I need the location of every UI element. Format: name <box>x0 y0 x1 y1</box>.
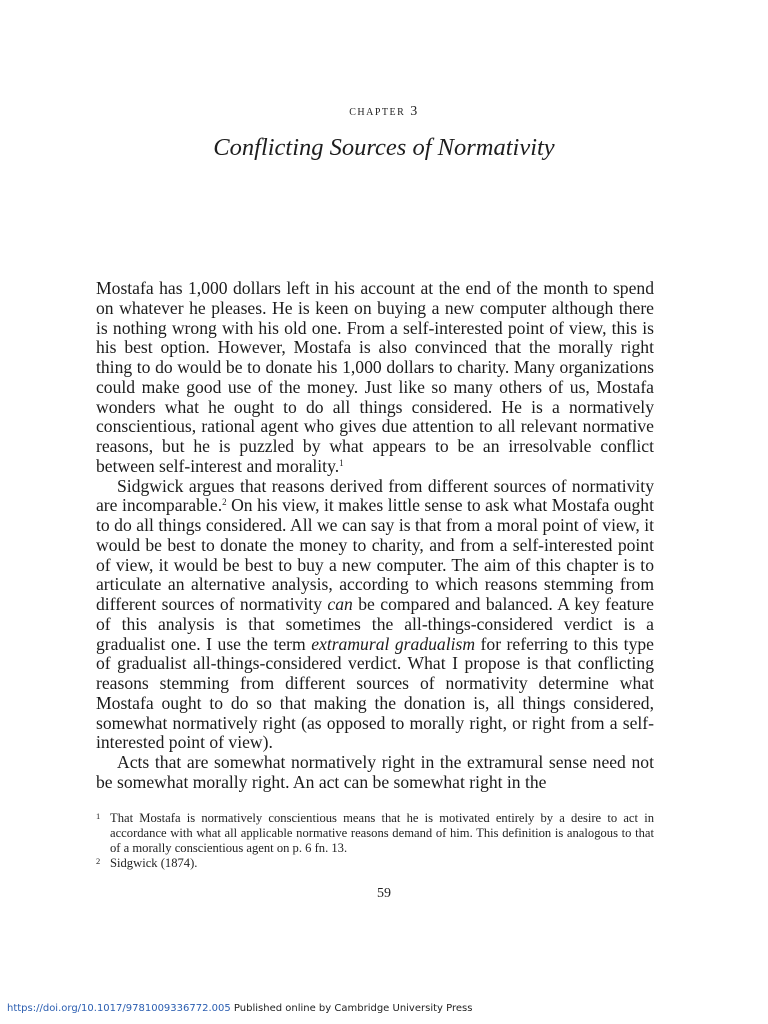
paragraph-2 <box>96 477 654 754</box>
paragraph-3 <box>96 753 654 793</box>
emphasis-can: can <box>327 594 353 614</box>
footnotes <box>96 811 654 871</box>
paragraph-1 <box>96 279 654 477</box>
body-text <box>96 279 654 793</box>
paragraph-2-text-b: On his view, it makes little sense to ask what Mostafa ought to do all things considered. All we can say is that from a moral point of view, it would be best to donate the money to charity, and from a self-interested point of view, it would be best to buy a new computer. The aim of this chapter is to articulate an alternative analysis, according to which reasons stemming from different sources of normativity <box>96 495 654 614</box>
paragraph-2-text-c: be compared and balanced. A key feature of this analysis is that sometimes the all-things-considered verdict is a gradualist one. I use the term <box>96 594 654 654</box>
chapter-label: chapter 3 <box>349 104 419 119</box>
footnote-1-number: 1 <box>96 811 101 821</box>
published-online-text: Published online by Cambridge University Press <box>230 1003 473 1014</box>
emphasis-extramural-gradualism: extramural gradualism <box>311 633 476 654</box>
footnote-2 <box>96 856 654 871</box>
paragraph-3-text: Acts that are somewhat normatively right in the extramural sense need not be somewhat morally right. An act can be somewhat right in the <box>96 752 654 792</box>
doi-footer <box>7 1003 472 1014</box>
chapter-title: Conflicting Sources of Normativity <box>213 134 555 161</box>
page-number: 59 <box>377 886 391 901</box>
footnote-1-text: That Mostafa is normatively conscientious means that he is motivated entirely by a desire to act in accordance with what all applicable normative reasons demand of him. This definition is analogous to that of a morally conscientious agent on p. 6 fn. 13. <box>110 811 654 855</box>
footnote-ref-1[interactable]: 1 <box>339 457 344 468</box>
footnote-ref-2[interactable]: 2 <box>222 497 227 508</box>
paragraph-2-text-d: for referring to this type of gradualist all-things-considered verdict. What I propose is that conflicting reasons stemming from different sources of normativity determine what Mostafa ought to do so that making the donation is, all things considered, somewhat normatively right (as opposed to morally right, or right from a self-interested point of view). <box>96 633 654 753</box>
footnote-1 <box>96 811 654 856</box>
footnote-2-number: 2 <box>96 856 101 866</box>
paragraph-1-text: Mostafa has 1,000 dollars left in his account at the end of the month to spend on whatever he pleases. He is keen on buying a new computer although there is nothing wrong with his old one. From a self-interested point of view, this is his best option. However, Mostafa is also convinced that the morally right thing to do would be to donate his 1,000 dollars to charity. Many organizations could make good use of the money. Just like so many others of us, Mostafa wonders what he ought to do all things considered. He is a normatively conscientious, rational agent who gives due attention to all relevant normative reasons, but he is puzzled by what appears to be an irresolvable conflict between self-interest and morality. <box>96 278 654 476</box>
paragraph-2-text-a: Sidgwick argues that reasons derived from different sources of normativity are incomparable. <box>96 475 654 516</box>
footnote-2-text: Sidgwick (1874). <box>110 856 198 870</box>
doi-link[interactable]: https://doi.org/10.1017/9781009336772.005 <box>7 1003 231 1014</box>
